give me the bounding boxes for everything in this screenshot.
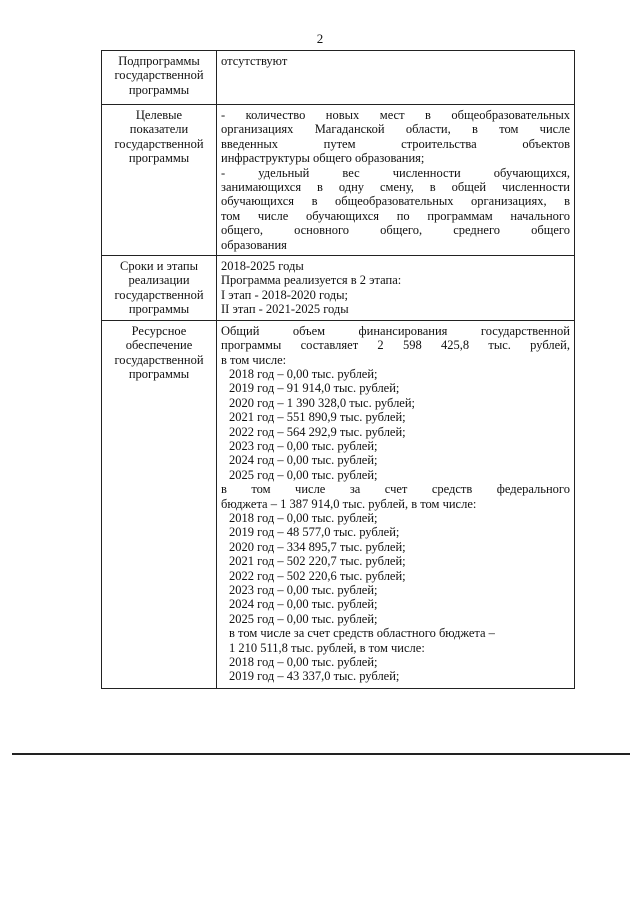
target-line: - количество новых мест в общеобразовательных	[221, 108, 570, 122]
total-year-line: 2024 год – 0,00 тыс. рублей;	[229, 453, 378, 468]
row-stages	[102, 256, 575, 321]
target-line: обучающихся в общеобразовательных организациях, в	[221, 194, 570, 209]
total-year-line: 2018 год – 0,00 тыс. рублей;	[229, 366, 378, 381]
label-resources: Ресурсное обеспечение государственной программы	[102, 320, 217, 688]
program-passport-table	[101, 50, 575, 689]
total-year-line: 2019 год – 91 914,0 тыс. рублей;	[229, 381, 400, 396]
regional-year-line: 2019 год – 43 337,0 тыс. рублей;	[229, 669, 400, 684]
total-year-line: 2023 год – 0,00 тыс. рублей;	[229, 438, 378, 453]
value-resources	[217, 320, 575, 688]
stage-line: 2018-2025 годы	[221, 259, 304, 274]
value-stages	[217, 256, 575, 321]
target-line: организациях Магаданской области, в том числе	[221, 122, 570, 137]
bottom-rule	[12, 753, 630, 755]
federal-year-line: 2019 год – 48 577,0 тыс. рублей;	[229, 525, 400, 540]
value-targets	[217, 105, 575, 256]
total-year-line: 2020 год – 1 390 328,0 тыс. рублей;	[229, 395, 416, 410]
label-subprograms: Подпрограммы государственной программы	[102, 51, 217, 105]
regional-intro-line: в том числе за счет средств областного бюджета –	[229, 626, 495, 641]
federal-year-line: 2021 год – 502 220,7 тыс. рублей;	[229, 554, 406, 569]
total-year-line: 2021 год – 551 890,9 тыс. рублей;	[229, 410, 406, 425]
federal-year-line: 2018 год – 0,00 тыс. рублей;	[229, 510, 378, 525]
funding-intro-line: Общий объем финансирования государственной	[221, 323, 570, 338]
label-targets: Целевые показатели государственной программы	[102, 105, 217, 256]
target-line: том числе обучающихся по программам начального	[221, 208, 570, 223]
value-subprograms: отсутствуют	[217, 51, 575, 105]
federal-year-line: 2025 год – 0,00 тыс. рублей;	[229, 611, 378, 626]
federal-year-line: 2024 год – 0,00 тыс. рублей;	[229, 597, 378, 612]
stage-line: II этап - 2021-2025 годы	[221, 302, 349, 317]
target-line: инфраструктуры общего образования;	[221, 151, 425, 166]
regional-intro-line: 1 210 511,8 тыс. рублей, в том числе:	[229, 640, 425, 655]
row-resources	[102, 320, 575, 688]
federal-intro-line: бюджета – 1 387 914,0 тыс. рублей, в том числе:	[221, 496, 477, 511]
target-line: общего, основного общего, среднего общего	[221, 223, 570, 238]
federal-year-line: 2020 год – 334 895,7 тыс. рублей;	[229, 539, 406, 554]
page-number: 2	[316, 31, 324, 46]
funding-intro-line: в том числе:	[221, 352, 287, 367]
stage-line: I этап - 2018-2020 годы;	[221, 287, 348, 302]
federal-year-line: 2022 год – 502 220,6 тыс. рублей;	[229, 568, 406, 583]
row-subprograms	[102, 51, 575, 105]
target-line: образования	[221, 237, 287, 252]
regional-year-line: 2018 год – 0,00 тыс. рублей;	[229, 655, 378, 670]
row-targets	[102, 105, 575, 256]
stage-line: Программа реализуется в 2 этапа:	[221, 273, 402, 288]
target-line: занимающихся в одну смену, в общей численности	[221, 180, 570, 195]
label-stages: Сроки и этапы реализации государственной программы	[102, 256, 217, 321]
total-year-line: 2025 год – 0,00 тыс. рублей;	[229, 467, 378, 482]
target-line: - удельный вес численности обучающихся,	[221, 165, 570, 180]
federal-year-line: 2023 год – 0,00 тыс. рублей;	[229, 583, 378, 597]
total-year-line: 2022 год – 564 292,9 тыс. рублей;	[229, 424, 406, 439]
target-line: введенных путем строительства объектов	[221, 136, 570, 151]
funding-intro-line: программы составляет 2 598 425,8 тыс. рублей,	[221, 338, 570, 353]
federal-intro-line: в том числе за счет средств федерального	[221, 482, 570, 497]
